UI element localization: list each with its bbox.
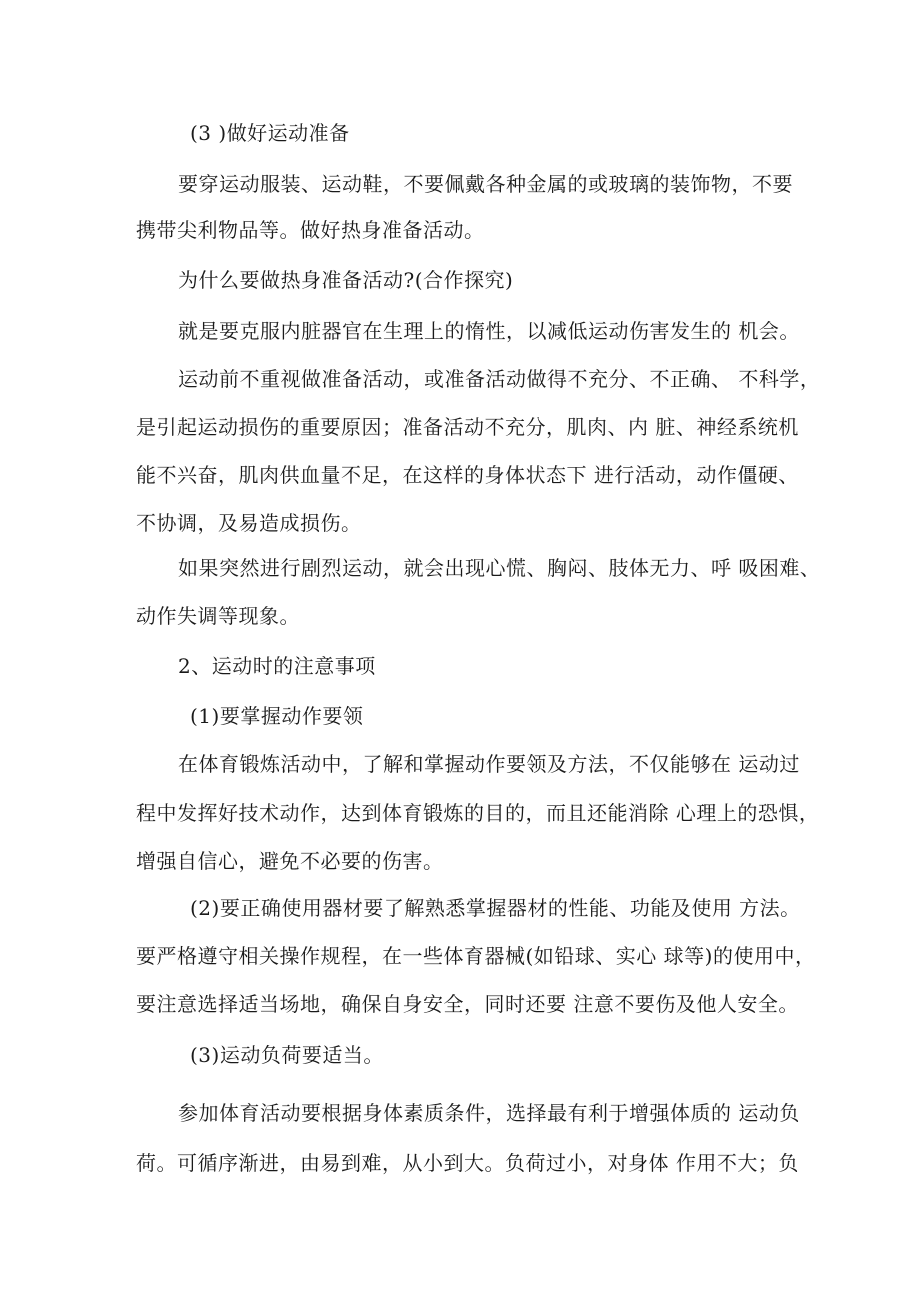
section-heading: 2、运动时的注意事项 — [178, 654, 376, 678]
paragraph-line: 在体育锻炼活动中，了解和掌握动作要领及方法，不仅能够在 运动过 — [178, 752, 800, 776]
paragraph-line: 是引起运动损伤的重要原因；准备活动不充分，肌肉、内 脏、神经系统机 — [136, 415, 799, 439]
paragraph-line: 不协调，及易造成损伤。 — [136, 511, 362, 535]
paragraph-line: 携带尖利物品等。做好热身准备活动。 — [136, 218, 485, 242]
paragraph-line: 就是要克服内脏器官在生理上的惰性，以减低运动伤害发生的 机会。 — [178, 319, 800, 343]
paragraph-line: 荷。可循序渐进，由易到难，从小到大。负荷过小，对身体 作用不大；负 — [136, 1151, 799, 1175]
paragraph-line: 增强自信心，避免不必要的伤害。 — [136, 849, 444, 873]
subsection-heading: (1)要掌握动作要领 — [190, 704, 364, 728]
paragraph-line: 参加体育活动要根据身体素质条件，选择最有利于增强体质的 运动负 — [178, 1101, 800, 1125]
paragraph-line: 为什么要做热身准备活动?(合作探究) — [178, 268, 514, 292]
paragraph-line: 要注意选择适当场地，确保自身安全，同时还要 注意不要伤及他人安全。 — [136, 992, 799, 1016]
paragraph-line: 如果突然进行剧烈运动，就会出现心慌、胸闷、肢体无力、呼 吸困难、 — [178, 556, 821, 580]
paragraph-line: 要穿运动服装、运动鞋，不要佩戴各种金属的或玻璃的装饰物，不要 — [178, 172, 793, 196]
section-heading: (3 )做好运动准备 — [190, 121, 350, 145]
paragraph-line: 要严格遵守相关操作规程，在一些体育器械(如铅球、实心 球等)的使用中， — [136, 944, 816, 968]
paragraph-line: 能不兴奋，肌肉供血量不足，在这样的身体状态下 进行活动，动作僵硬、 — [136, 463, 799, 487]
paragraph-line: (2)要正确使用器材要了解熟悉掌握器材的性能、功能及使用 方法。 — [190, 896, 801, 920]
paragraph-line: 运动前不重视做准备活动，或准备活动做得不充分、不正确、 不科学， — [178, 367, 821, 391]
paragraph-line: 程中发挥好技术动作，达到体育锻炼的目的，而且还能消除 心理上的恐惧， — [136, 801, 820, 825]
paragraph-line: 动作失调等现象。 — [136, 604, 300, 628]
subsection-heading: (3)运动负荷要适当。 — [190, 1043, 384, 1067]
